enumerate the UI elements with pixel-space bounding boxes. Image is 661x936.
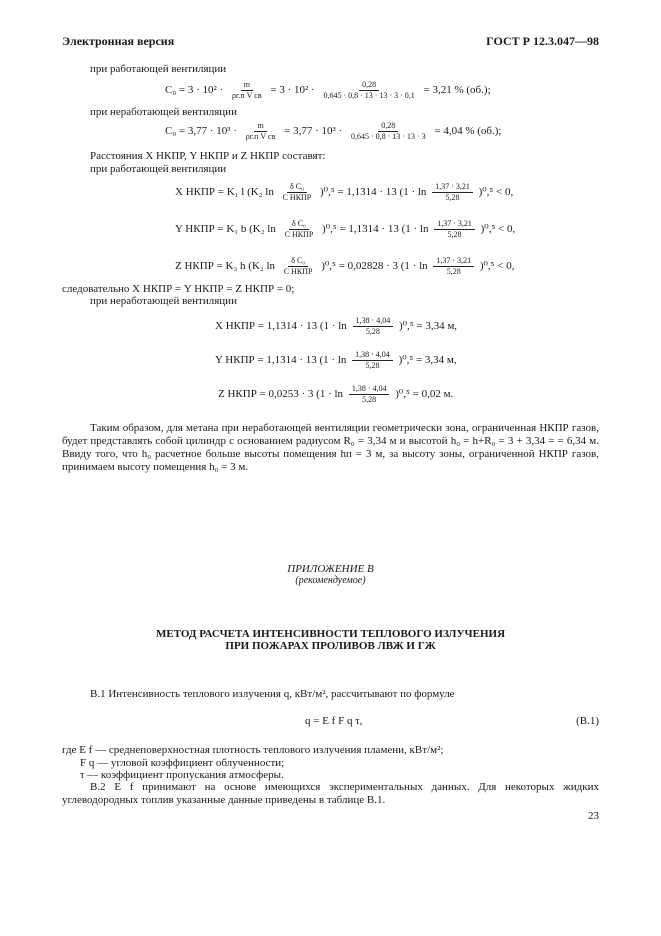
fraction-numerator: 1,38 · 4,04 [349, 384, 390, 395]
fraction-numerator: δ C₀ [289, 219, 309, 230]
equation-part: C₀ = 3,77 · 10³ · [165, 125, 237, 138]
equation-part: )⁰,⁵ = 3,34 м, [398, 354, 457, 367]
page-number: 23 [588, 810, 599, 822]
text-line: при неработающей вентиляции [90, 295, 237, 307]
equation-part: )⁰,⁵ < 0, [478, 186, 514, 199]
fraction-denominator: 5,28 [445, 193, 460, 202]
equation-c0-not-working [165, 121, 501, 142]
equation-part: X НКПР = K₁ l (K₂ ln [175, 186, 274, 199]
text-line: при работающей вентиляции [90, 163, 227, 175]
fraction [352, 350, 393, 371]
formula-b1: q = E f F q τ, [305, 715, 363, 727]
text-paragraph: В.2 E f принимают на основе имеющихся экспериментальных данных. Для некоторых жидких углеводородных топлив указанные данные приведены в таблице В.1. [62, 781, 599, 806]
equation-part: Z НКПР = 0,0253 · 3 (1 · ln [218, 388, 344, 401]
fraction-numerator: 1,37 · 3,21 [434, 219, 475, 230]
equation-part: )⁰,⁵ = 0,02 м. [395, 388, 454, 401]
fraction-denominator: C НКПР [284, 230, 314, 239]
equation-part: Y НКПР = K₁ b (K₂ ln [175, 223, 276, 236]
equation-part: = 4,04 % (об.); [434, 125, 502, 138]
fraction [434, 219, 475, 240]
equation-part: )⁰,⁵ < 0, [480, 223, 516, 236]
text-line: Расстояния X НКПР, Y НКПР и Z НКПР составят: [90, 150, 326, 162]
formula-number: (В.1) [576, 715, 599, 727]
fraction-numerator: 0,28 [359, 80, 379, 91]
equation-x-nkpr-not-working [215, 316, 457, 337]
text-line: при неработающей вентиляции [90, 106, 237, 118]
equation-part: Z НКПР = K₃ h (K₂ ln [175, 260, 276, 273]
fraction-denominator: C НКПР [282, 193, 312, 202]
fraction [229, 80, 265, 101]
section-heading: ПРИ ПОЖАРАХ ПРОЛИВОВ ЛВЖ И ГЖ [225, 640, 436, 652]
equation-z-nkpr [175, 256, 514, 277]
equation-part: )⁰,⁵ = 1,1314 · 13 (1 · ln [320, 186, 427, 199]
fraction-denominator: 5,28 [447, 230, 462, 239]
equation-part: )⁰,⁵ = 3,34 м, [398, 320, 458, 333]
fraction [432, 182, 473, 203]
fraction-numerator: 0,28 [378, 121, 398, 132]
fraction [348, 121, 429, 142]
fraction-numerator: δ C₀ [287, 182, 307, 193]
equation-part: = 3,77 · 10³ · [284, 125, 343, 138]
text-line: где E f — среднеповерхностная плотность теплового излучения пламени, кВт/м²; [62, 744, 444, 756]
fraction-numerator: 1,37 · 3,21 [433, 256, 474, 267]
fraction [281, 256, 316, 277]
equation-part: C₀ = 3 · 10² · [165, 84, 224, 97]
section-heading: МЕТОД РАСЧЕТА ИНТЕНСИВНОСТИ ТЕПЛОВОГО ИЗЛУЧЕНИЯ [155, 628, 506, 640]
fraction-denominator: 0,645 · 0,8 · 13 · 13 · 3 · 0,1 [323, 91, 415, 100]
conclusion-paragraph: Таким образом, для метана при неработающей вентиляции геометрически зона, ограниченная НКПР газов, будет представлять собой цилиндр с основанием радиусом R₀ = 3,34 м и высотой h₀ = h+R₀ = 3 + 3,34 = = 6,34 м. Ввиду того, что h₀ расчетное больше высоты помещения hп = 3 м, за высоту зоны, ограниченной НКПР газов, принимаем высоту помещения h₀ = 3 м. [62, 422, 599, 473]
running-header-right: ГОСТ Р 12.3.047—98 [486, 34, 599, 48]
fraction [282, 219, 317, 240]
equation-part: )⁰,⁵ < 0, [479, 260, 515, 273]
fraction [349, 384, 390, 405]
equation-part: X НКПР = 1,1314 · 13 (1 · ln [215, 320, 347, 333]
fraction-denominator: ρг.п V св [245, 132, 276, 141]
fraction [433, 256, 474, 277]
fraction-denominator: C НКПР [283, 267, 313, 276]
running-header-left: Электронная версия [62, 34, 175, 48]
fraction-numerator: m [254, 121, 266, 132]
text-line: τ — коэффициент пропускания атмосферы. [80, 769, 284, 781]
equation-y-nkpr [175, 219, 515, 240]
fraction-denominator: 5,28 [365, 361, 380, 370]
equation-y-nkpr-not-working [215, 350, 457, 371]
fraction [320, 80, 417, 101]
equation-x-nkpr [175, 182, 513, 203]
equation-c0-working [165, 80, 491, 101]
fraction [353, 316, 394, 337]
equation-part: )⁰,⁵ = 1,1314 · 13 (1 · ln [322, 223, 429, 236]
fraction-numerator: 1,38 · 4,04 [352, 350, 393, 361]
text-line: F q — угловой коэффициент облученности; [80, 757, 285, 769]
fraction-denominator: 5,28 [365, 327, 380, 336]
text-line: следовательно X НКПР = Y НКПР = Z НКПР = 0; [62, 283, 295, 295]
fraction [280, 182, 315, 203]
fraction-numerator: 1,38 · 4,04 [353, 316, 394, 327]
fraction-numerator: m [241, 80, 253, 91]
text-line: В.1 Интенсивность теплового излучения q, кВт/м², рассчитывают по формуле [90, 688, 455, 700]
fraction-denominator: 5,28 [362, 395, 377, 404]
appendix-title: ПРИЛОЖЕНИЕ В [287, 563, 374, 575]
fraction-numerator: δ C₀ [288, 256, 308, 267]
fraction-denominator: 5,28 [446, 267, 461, 276]
fraction-denominator: ρг.п V св [232, 91, 262, 100]
text-line: при работающей вентиляции [90, 63, 227, 75]
equation-part: = 3,21 % (об.); [423, 84, 491, 97]
appendix-subtitle: (рекомендуемое) [295, 575, 366, 586]
fraction-denominator: 0,645 · 0,8 · 13 · 13 · 3 [350, 132, 426, 141]
equation-part: Y НКПР = 1,1314 · 13 (1 · ln [215, 354, 347, 367]
equation-part: )⁰,⁵ = 0,02828 · 3 (1 · ln [321, 260, 428, 273]
equation-part: = 3 · 10² · [270, 84, 315, 97]
fraction-numerator: 1,37 · 3,21 [432, 182, 473, 193]
equation-z-nkpr-not-working [218, 384, 453, 405]
fraction [243, 121, 279, 142]
